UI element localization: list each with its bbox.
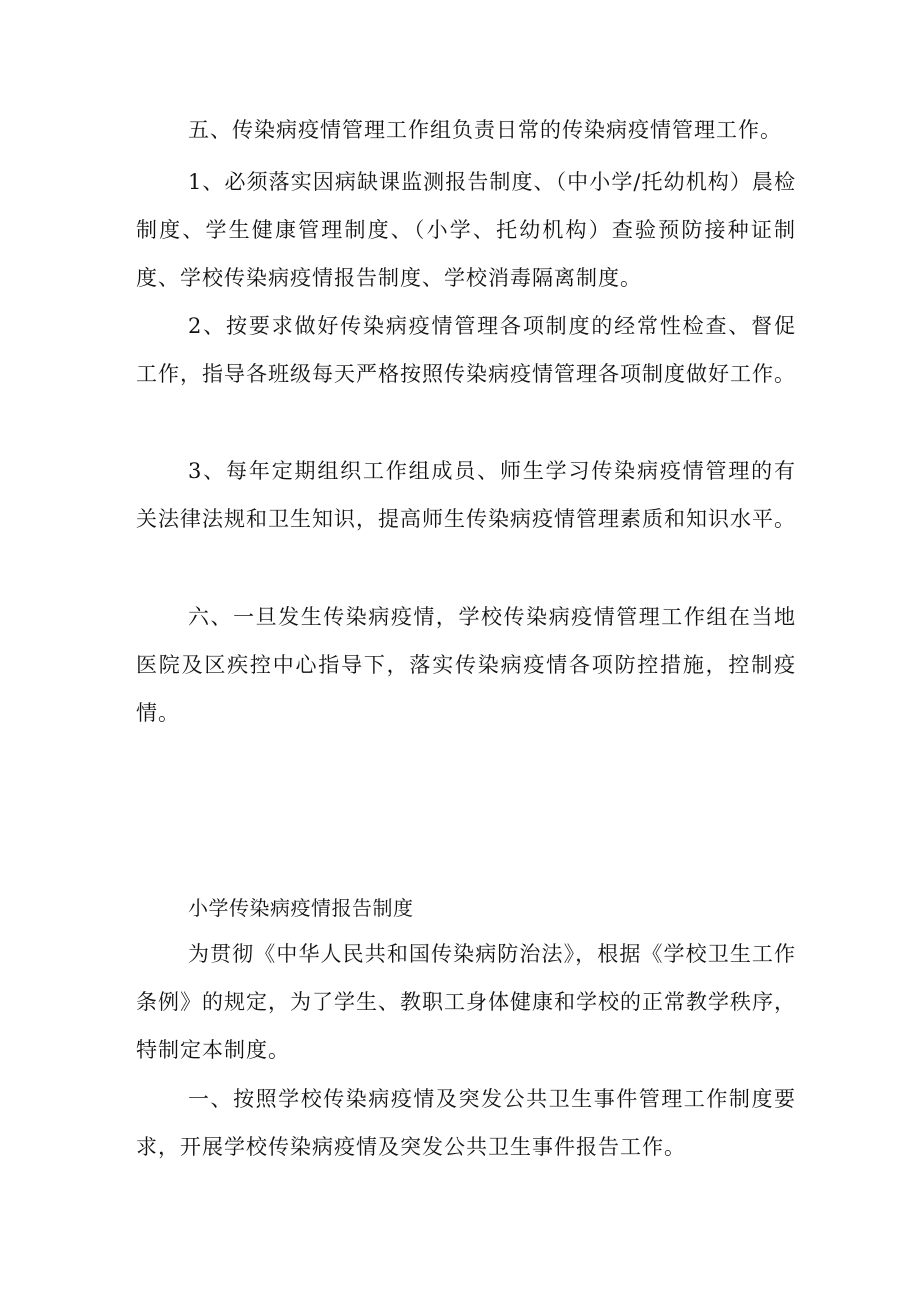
paragraph-item-2: 2、按要求做好传染病疫情管理各项制度的经常性检查、督促工作，指导各班级每天严格按照传染病疫情管理各项制度做好工作。 xyxy=(136,314,796,386)
paragraph-rule-one: 一、按照学校传染病疫情及突发公共卫生事件管理工作制度要求，开展学校传染病疫情及突发公共卫生事件报告工作。 xyxy=(136,1087,796,1159)
paragraph-intro: 为贯彻《中华人民共和国传染病防治法》，根据《学校卫生工作条例》的规定，为了学生、教职工身体健康和学校的正常教学秩序，特制定本制度。 xyxy=(136,942,796,1062)
paragraph-item-3: 3、每年定期组织工作组成员、师生学习传染病疫情管理的有关法律法规和卫生知识，提高师生传染病疫情管理素质和知识水平。 xyxy=(136,459,796,531)
paragraph-section-five: 五、传染病疫情管理工作组负责日常的传染病疫情管理工作。 xyxy=(188,118,782,142)
paragraph-item-1: 1、必须落实因病缺课监测报告制度、（中小学/托幼机构）晨检制度、学生健康管理制度、（小学、托幼机构）查验预防接种证制度、学校传染病疫情报告制度、学校消毒隔离制度。 xyxy=(136,170,796,290)
paragraph-section-six: 六、一旦发生传染病疫情，学校传染病疫情管理工作组在当地医院及区疾控中心指导下，落实传染病疫情各项防控措施，控制疫情。 xyxy=(136,605,796,725)
document-title: 小学传染病疫情报告制度 xyxy=(188,896,414,920)
